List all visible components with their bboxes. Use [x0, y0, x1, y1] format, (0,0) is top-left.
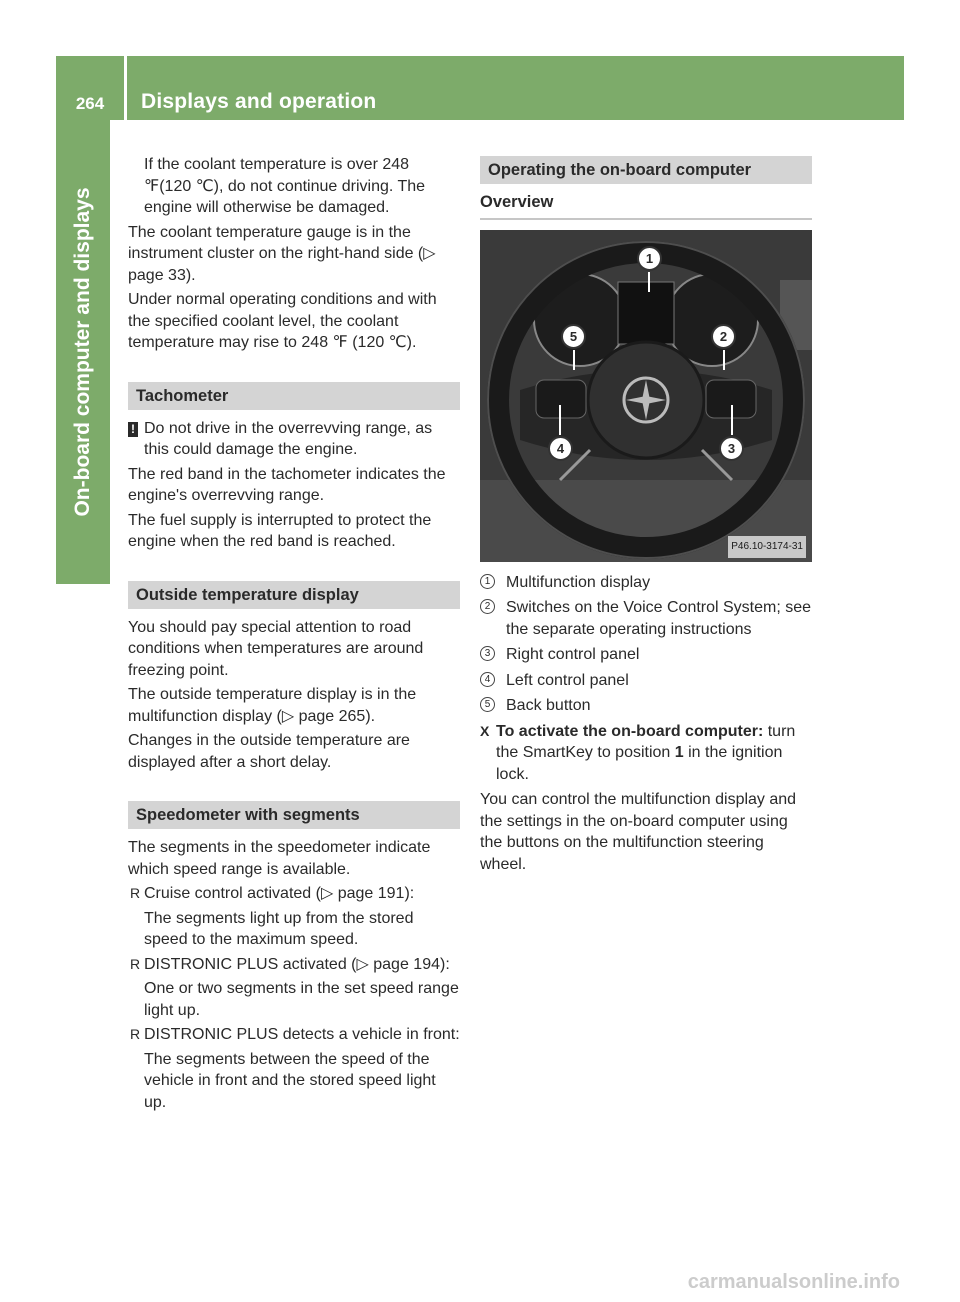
- watermark: carmanualsonline.info: [687, 1271, 900, 1293]
- tachometer-paragraph-1: The red band in the tachometer indicates the engine's overrevving range.: [128, 465, 446, 504]
- legend-number: 2: [480, 599, 495, 614]
- page-number: 264: [75, 94, 105, 113]
- outside-temp-paragraph-3: Changes in the outside temperature are displayed after a short delay.: [128, 732, 410, 771]
- callout-4: 4: [548, 436, 573, 461]
- step-arrow-icon: X: [480, 722, 490, 739]
- tachometer-warning-text: Do not drive in the overrevving range, as this could damage the engine.: [144, 419, 433, 458]
- legend-text: Left control panel: [506, 671, 629, 689]
- outside-temp-paragraph-2: The outside temperature display is in the multifunction display (▷ page 265).: [128, 686, 417, 725]
- callout-1: 1: [637, 246, 662, 271]
- legend-text: Right control panel: [506, 646, 640, 663]
- page-title: Displays and operation: [141, 90, 377, 113]
- legend-text: Multifunction display: [506, 573, 651, 591]
- step-position: 1: [674, 744, 684, 761]
- onboard-computer-heading: Operating the on-board computer: [480, 156, 812, 184]
- callout-3: 3: [719, 436, 744, 461]
- step-bold-text: To activate the on-board computer:: [496, 722, 764, 740]
- list-item: [128, 954, 460, 976]
- tachometer-heading: Tachometer: [128, 382, 460, 410]
- control-paragraph: You can control the multifunction display and the settings in the on-board computer using the buttons on the multifunction steering wheel.: [480, 791, 797, 873]
- callout-5: 5: [561, 324, 586, 349]
- bullet-subtext: The segments light up from the stored speed to the maximum speed.: [144, 909, 414, 948]
- callout-2: 2: [711, 324, 736, 349]
- step-text-b: in the ignition lock.: [496, 744, 783, 783]
- bullet-text: Cruise control activated (▷ page 191):: [144, 885, 415, 902]
- legend-item: [480, 695, 812, 717]
- side-tab-label: On-board computer and displays: [71, 187, 94, 517]
- legend-item: [480, 597, 812, 640]
- bullet-icon: R: [130, 1026, 141, 1042]
- coolant-warning: If the coolant temperature is over 248 ℉(120 ℃), do not continue driving. The engine will otherwise be damaged.: [144, 156, 426, 216]
- legend-item: [480, 572, 812, 594]
- left-column: [128, 154, 460, 1116]
- legend-text: Back button: [506, 697, 591, 714]
- speedometer-paragraph-1: The segments in the speedometer indicate which speed range is available.: [128, 839, 431, 878]
- bullet-text: DISTRONIC PLUS detects a vehicle in front:: [144, 1026, 460, 1043]
- tachometer-paragraph-2: The fuel supply is interrupted to protect the engine when the red band is reached.: [128, 511, 432, 550]
- overview-subheading: Overview: [480, 192, 812, 220]
- legend-number: 5: [480, 697, 495, 712]
- legend-number: 4: [480, 672, 495, 687]
- legend-number: 1: [480, 574, 495, 589]
- right-column: [480, 156, 812, 878]
- steering-wheel-illustration: [480, 230, 812, 562]
- tachometer-warning: [128, 418, 460, 461]
- warning-icon: !: [128, 422, 138, 437]
- list-item: [128, 883, 460, 905]
- coolant-paragraph-1: The coolant temperature gauge is in the instrument cluster on the right-hand side (▷ page 33).: [128, 223, 436, 284]
- bullet-text: DISTRONIC PLUS activated (▷ page 194):: [144, 955, 450, 973]
- steering-wheel-figure: [480, 230, 812, 562]
- bullet-icon: R: [130, 885, 141, 901]
- outside-temp-heading: Outside temperature display: [128, 581, 460, 609]
- legend-text: Switches on the Voice Control System; see the separate operating instructions: [506, 599, 812, 638]
- bullet-subtext: One or two segments in the set speed range light up.: [144, 980, 459, 1019]
- coolant-paragraph-2: Under normal operating conditions and with the specified coolant level, the coolant temperature may rise to 248 ℉ (120 ℃).: [128, 291, 437, 351]
- outside-temp-paragraph-1: You should pay special attention to road conditions when temperatures are around freezing point.: [128, 618, 424, 679]
- figure-code: P46.10-3174-31: [728, 536, 806, 558]
- bullet-subtext: The segments between the speed of the vehicle in front and the stored speed light up.: [144, 1050, 436, 1111]
- bullet-icon: R: [130, 955, 141, 972]
- step-text-a: turn the SmartKey to position: [496, 722, 796, 761]
- legend-number: 3: [480, 646, 495, 661]
- list-item: [128, 1024, 460, 1046]
- legend-item: [480, 644, 812, 666]
- legend-item: [480, 670, 812, 692]
- activate-step: [480, 721, 812, 786]
- header-divider: [124, 56, 127, 120]
- speedometer-heading: Speedometer with segments: [128, 801, 460, 829]
